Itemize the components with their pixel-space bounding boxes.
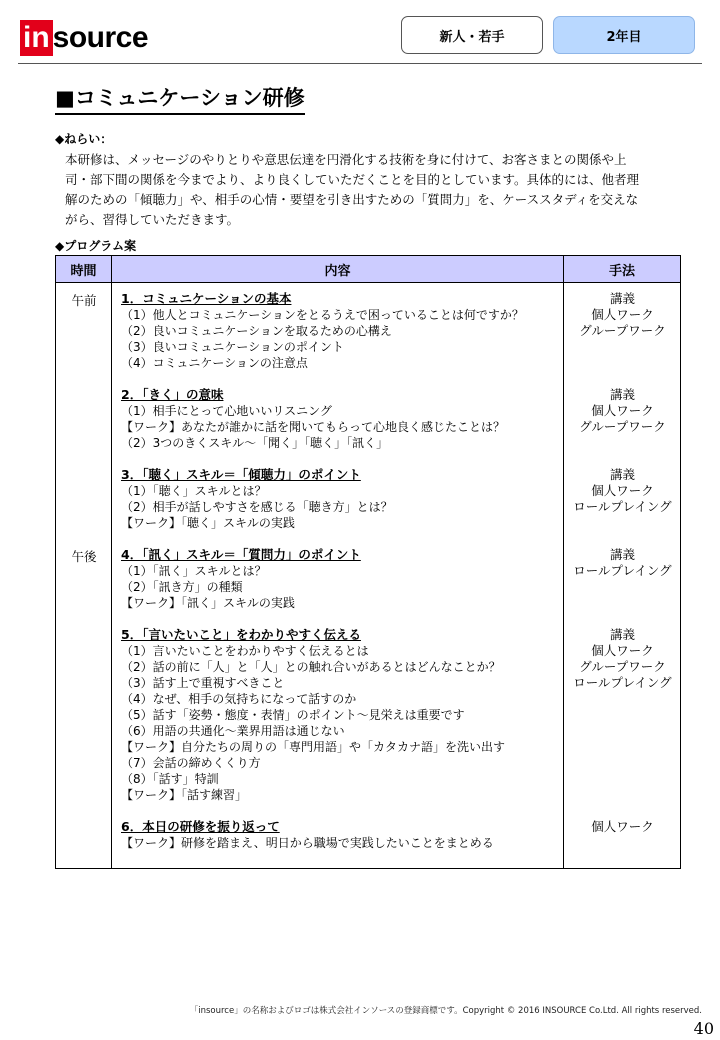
method-item: ロールプレイング [573,675,672,690]
method-item: ロールプレイング [573,499,672,514]
list-item: （4）コミュニケーションの注意点 [121,356,308,370]
time-cell [56,283,112,869]
content-cell [112,283,564,869]
list-item: （1）他人とコミュニケーションをとるうえで困っていることは何ですか？ [121,308,524,322]
table-row [56,283,681,869]
method-item: 個人ワーク [591,819,654,834]
list-item: （5）話す「姿勢・態度・表情」のポイント～見栄えは重要です [121,708,465,722]
copyright-footer: 「insource」の名称およびロゴは株式会社インソースの登録商標です。Copyright © 2016 INSOURCE Co.Ltd. All rights reserved. [189,1006,702,1016]
list-item: 【ワーク】「聴く」スキルの実践 [121,516,295,530]
method-item: 講義 [609,547,635,562]
section-methods [564,387,681,435]
list-item: 【ワーク】研修を踏まえ、明日から職場で実践したいことをまとめる [121,836,494,850]
section-methods [564,547,681,579]
program-table [55,255,681,869]
section-title: 5．「言いたいこと」をわかりやすく伝える [121,627,361,642]
method-item: 個人ワーク [591,307,654,322]
method-item: 個人ワーク [591,403,654,418]
list-item: 【ワーク】「話す練習」 [121,788,248,802]
list-item: （3）良いコミュニケーションのポイント [121,340,344,354]
insource-logo [20,20,148,56]
list-item: 【ワーク】あなたが誰かに話を聞いてもらって心地良く感じたことは？ [121,420,506,434]
method-item: グループワーク [579,323,666,338]
method-item: グループワーク [579,659,666,674]
list-item: （7）会話の締めくくり方 [121,756,261,770]
list-item: （1）相手にとって心地いいリスニング [121,404,332,418]
program-section [121,467,393,531]
logo-text: source [52,21,149,54]
header-content: 内容 [112,256,564,283]
section-title: 3．「聴く」スキル＝「傾聴力」のポイント [121,467,361,482]
section-title: 4．「訊く」スキル＝「質問力」のポイント [121,547,361,562]
section-title: 1．コミュニケーションの基本 [121,291,292,306]
method-item: 講義 [609,627,635,642]
program-section [121,291,524,371]
method-item: 講義 [609,467,635,482]
section-methods [564,819,681,835]
list-item: 【ワーク】自分たちの周りの「専門用語」や「カタカナ語」を洗い出す [121,740,506,754]
logo-mark: in [20,20,53,56]
list-item: （6）用語の共通化～業界用語は通じない [121,724,345,738]
program-section [121,547,361,611]
list-item: （1）「聴く」スキルとは？ [121,484,267,498]
list-item: （1）「訊く」スキルとは？ [121,564,267,578]
section-methods [564,627,681,691]
aim-label: ◆ねらい： [55,132,113,146]
header-time: 時間 [56,256,112,283]
header-method: 手法 [564,256,681,283]
aim-text: 本研修は、メッセージのやりとりや意思伝達を円滑化する技術を身に付けて、お客さまとの関係や上司・部下間の関係を今までより、より良くしていただくことを目的としています。具体的には、他者理解のための「傾聴力」や、相手の心情・要望を引き出すための「質問力」を、ケーススタディを交えながら、習得していただきます。 [65,152,640,227]
list-item: （3）話す上で重視すべきこと [121,676,285,690]
page-number: 40 [693,1019,714,1038]
tab-second-year[interactable]: 2年目 [553,16,695,54]
program-section [121,819,494,851]
list-item: （2）「訊き方」の種類 [121,580,243,594]
section-title: 2．「きく」の意味 [121,387,224,402]
list-item: （8）「話す」特訓 [121,772,219,786]
table-header-row [56,256,681,283]
section-title: 6．本日の研修を振り返って [121,819,280,834]
program-label: ◆プログラム案 [55,239,137,253]
method-item: 個人ワーク [591,483,654,498]
list-item: （1）言いたいことをわかりやすく伝えるとは [121,644,369,658]
list-item: 【ワーク】「訊く」スキルの実践 [121,596,295,610]
header-divider [18,63,702,64]
list-item: （4）なぜ、相手の気持ちになって話すのか [121,692,357,706]
time-am: 午前 [71,293,97,308]
method-item: 個人ワーク [591,643,654,658]
time-pm: 午後 [71,549,97,564]
method-cell [564,283,681,869]
program-section [121,627,505,803]
section-methods [564,467,681,515]
program-section [121,387,505,451]
page-title: ■コミュニケーション研修 [55,84,305,115]
list-item: （2）3つのきくスキル～「聞く」「聴く」「訊く」 [121,436,389,450]
section-methods [564,291,681,339]
list-item: （2）相手が話しやすさを感じる「聴き方」とは？ [121,500,393,514]
tab-new-young[interactable]: 新人・若手 [401,16,543,54]
method-item: 講義 [609,387,635,402]
list-item: （2）話の前に「人」と「人」との触れ合いがあるとはどんなことか？ [121,660,501,674]
method-item: グループワーク [579,419,666,434]
method-item: 講義 [609,291,635,306]
list-item: （2）良いコミュニケーションを取るための心構え [121,324,392,338]
method-item: ロールプレイング [573,563,672,578]
